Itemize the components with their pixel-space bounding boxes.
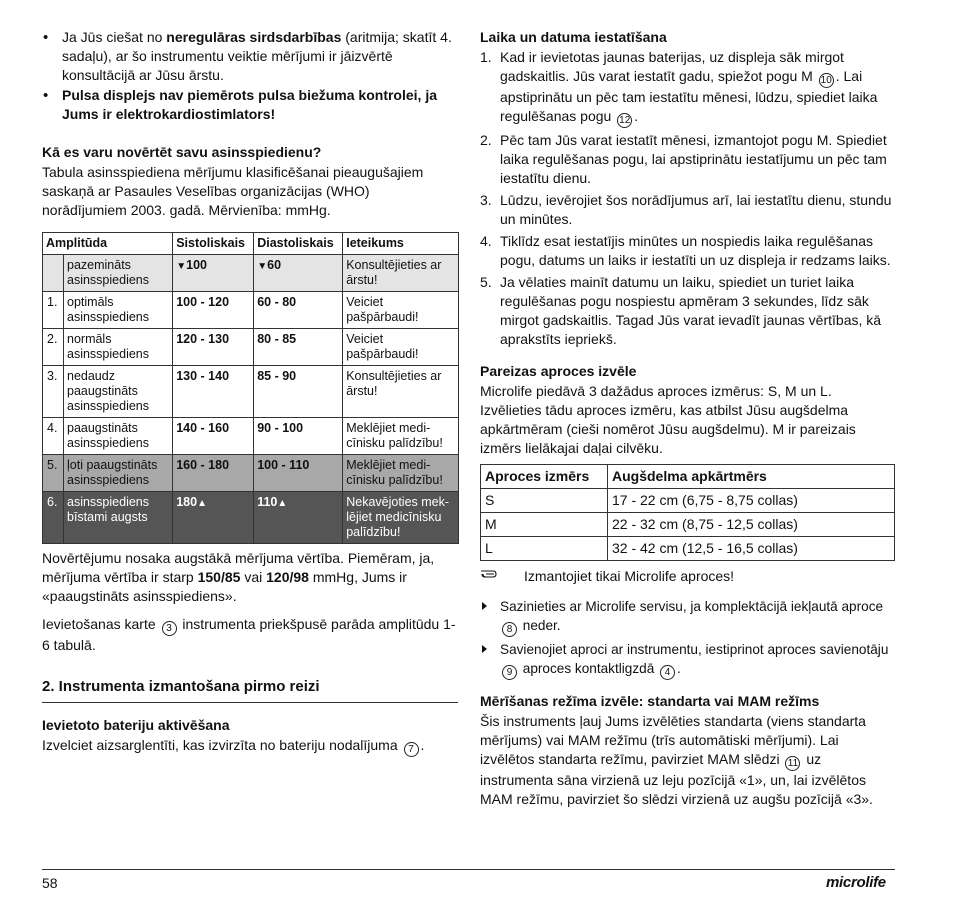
header-range: Amplitūda (43, 233, 173, 255)
header-diastolic: Diastoliskais (254, 233, 343, 255)
table-row: L 32 - 42 cm (12,5 - 16,5 collas) (481, 537, 895, 561)
table-row: 5. ļoti paaugstināts asinsspiediens 160 - 180 100 - 110 Meklējiet medi-cīnisku palīdzību! (43, 455, 459, 492)
callout-number: 9 (502, 665, 517, 680)
callout-number: 3 (162, 621, 177, 636)
right-column (480, 28, 895, 809)
callout-number: 4 (660, 665, 675, 680)
evaluation-text: Novērtējumu nosaka augstākā mērījuma vērtība. Piemēram, ja, mērījuma vērtība ir starp 150/85 vai 120/98 mmHg, Jums ir «paaugstināts asinsspiediens». (42, 550, 435, 604)
callout-number: 10 (820, 75, 832, 86)
brand-logo: microlife (826, 874, 886, 891)
footer-divider (42, 869, 895, 870)
pointing-hand-icon (480, 566, 504, 587)
callout-number: 12 (619, 115, 631, 126)
header-systolic: Sistoliskais (173, 233, 254, 255)
arrow-up-icon: ▲ (277, 498, 288, 509)
list-item: 2. Pēc tam Jūs varat iestatīt mēnesi, izmantojot pogu M. Spiediet laika regulēšanas pogu, lai apstiprinātu iestatījumu un pēc tam iestatītu dienu. (480, 132, 887, 186)
cuff-text: Microlife piedāvā 3 dažādus aproces izmērus: S, M un L. Izvēlieties tādu aproces izmēru, kas atbilst Jūsu augšdelma apkārtmēram (cieši nomērot Jūsu augšdelmu). M ir pareizais izmērs lielākajai daļai cilvēku. (480, 383, 856, 456)
battery-text: Izvelciet aizsarglentīti, kas izvirzīta no bateriju nodalījuma 7 . (42, 737, 425, 755)
cuff-table-header: Aproces izmērs Augšdelma apkārtmērs (481, 465, 895, 489)
list-item: Savienojiet aproci ar instrumentu, iestiprinot aproces savienotāju 9 aproces kontaktligzdā 4 . (480, 640, 895, 680)
list-item: 1. Kad ir ievietotas jaunas baterijas, uz displeja sāk mirgot gadskaitlis. Jūs varat iestatīt gadu, spiežot pogu M 10 . Lai apstiprinātu un pēc tam iestatītu mēnesi, lūdzu, spiediet laika regulēšanas pogu 12 . (480, 49, 878, 126)
bp-question-text: Tabula asinsspiediena mērījumu klasificēšanai pieaugušajiem saskaņā ar Pasaules Veselības organizācijas (WHO) norādījumiem 2003. gadā. Mērvienība: mmHg. (42, 164, 424, 218)
note: Izmantojiet tikai Microlife aproces! (480, 567, 895, 586)
bullet-pacemaker: • Pulsa displejs nav piemērots pulsa biežuma kontrolei, ja Jums ir elektrokardiostimlators! (42, 86, 458, 124)
bp-question-heading: Kā es varu novērtēt savu asinsspiedienu? (42, 144, 322, 160)
mode-text: Šis instruments ļauj Jums izvēlēties standarta (viens standarta mērījums) vai MAM režīmu (trīs automātiski mērījumi). Lai izvēlētos standarta režīmu, pavirziet MAM slēdzi 11 uz instrumenta sāna virzienā uz leju pozīcijā «1», un, lai izvēlētos MAM režīmu, pavirziet šo slēdzi virzienā uz augšu pozīcijā «3». (480, 713, 873, 807)
page-number: 58 (42, 875, 58, 891)
cuff-heading: Pareizas aproces izvēle (480, 363, 637, 379)
arrow-up-icon: ▲ (197, 498, 207, 509)
table-row: pazemināts asinsspiediens ▼100 ▼60 Konsultējieties ar ārstu! (43, 255, 459, 292)
section-title: 2. Instrumenta izmantošana pirmo reizi (42, 677, 458, 703)
cuff-size-table (480, 464, 895, 561)
bp-classification-table (42, 232, 459, 544)
callout-number: 11 (785, 756, 800, 771)
left-column (42, 28, 458, 757)
list-item: 3. Lūdzu, ievērojiet šos norādījumus arī, lai iestatītu dienu, stundu un minūtes. (480, 192, 892, 227)
list-item: 5. Ja vēlaties mainīt datumu un laiku, spiediet un turiet laika regulēšanas pogu nospiestu apmēram 3 sekundes, līdz sāk mirgot gadskaitlis. Tagad Jūs varat ievadīt jaunas vērtības, kā aprakstīts iepriekš. (480, 274, 882, 347)
table-row: 3. nedaudz paaugstināts asinsspiediens 130 - 140 85 - 90 Konsultējieties ar ārstu! (43, 366, 459, 418)
callout-number: 8 (502, 622, 517, 637)
table-row: 6. asinsspiediens bīstami augsts 180▲ 110▲ Nekavējoties mek-lējiet medicīnisku palīdzību! (43, 492, 459, 544)
bp-table-header (43, 233, 459, 255)
mode-heading: Mērīšanas režīma izvēle: standarta vai MAM režīms (480, 693, 820, 709)
list-item: Sazinieties ar Microlife servisu, ja komplektācijā iekļautā aproce 8 neder. (480, 597, 895, 637)
table-row: 2. normāls asinsspiediens 120 - 130 80 - 85 Veiciet pašpārbaudi! (43, 329, 459, 366)
table-row: 4. paaugstināts asinsspiediens 140 - 160 90 - 100 Meklējiet medi-cīnisku palīdzību! (43, 418, 459, 455)
table-row: 1. optimāls asinsspiediens 100 - 120 60 - 80 Veiciet pašpārbaudi! (43, 292, 459, 329)
header-advice: Ieteikums (343, 233, 459, 255)
callout-number: 7 (404, 742, 419, 757)
time-heading: Laika un datuma iestatīšana (480, 29, 667, 45)
table-row: S 17 - 22 cm (6,75 - 8,75 collas) (481, 489, 895, 513)
insert-card-text: Ievietošanas karte 3 instrumenta priekšpusē parāda amplitūdu 1-6 tabulā. (42, 616, 456, 653)
bullet-arrhythmia: • Ja Jūs ciešat no neregulāras sirdsdarbības (aritmija; skatīt 4. sadaļu), ar šo instrumentu veiktie mērījumi ir jāizvērtē konsultācijā ar Jūsu ārstu. (42, 28, 458, 85)
battery-heading: Ievietoto bateriju aktivēšana (42, 717, 230, 733)
list-item: 4. Tiklīdz esat iestatījis minūtes un nospiedis laika regulēšanas pogu, datums un laiks ir iestatīti un uz displeja ir redzams laiks. (480, 233, 891, 268)
arrow-down-icon: ▼ (176, 261, 187, 272)
table-row: M 22 - 32 cm (8,75 - 12,5 collas) (481, 513, 895, 537)
arrow-down-icon: ▼ (257, 261, 268, 272)
